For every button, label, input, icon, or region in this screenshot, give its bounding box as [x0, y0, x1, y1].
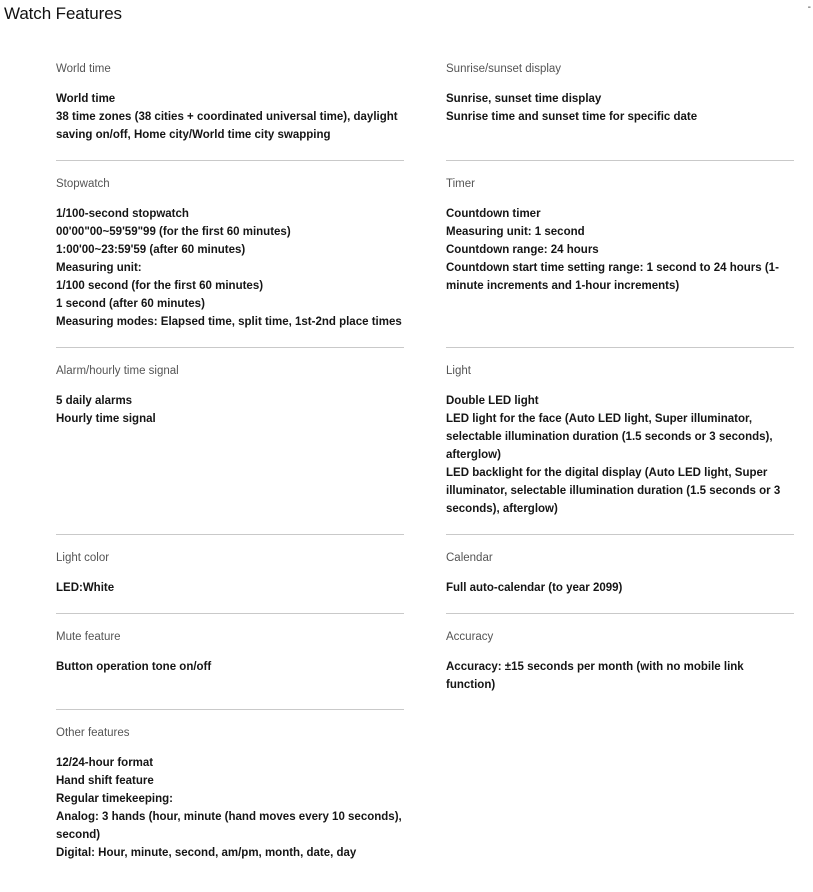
corner-mark: -: [807, 2, 811, 13]
feature-calendar: [446, 549, 794, 614]
feature-sunrise-sunset: [446, 60, 794, 161]
feature-title: Calendar: [446, 552, 493, 564]
feature-line: 1:00'00~23:59'59 (after 60 minutes): [56, 244, 246, 256]
feature-line: 1/100-second stopwatch: [56, 208, 189, 220]
feature-line: 12/24-hour format: [56, 757, 154, 769]
feature-line: Hand shift feature: [56, 775, 154, 787]
feature-light-color: [56, 549, 404, 614]
feature-line: Countdown start time setting range: 1 second to 24 hours (1-minute increments and 1-hour increments): [446, 262, 779, 292]
page-title: Watch Features: [4, 4, 122, 23]
feature-title: Stopwatch: [56, 178, 110, 190]
feature-line: Button operation tone on/off: [56, 661, 212, 673]
feature-line: 1/100 second (for the first 60 minutes): [56, 280, 264, 292]
feature-line: LED backlight for the digital display (Auto LED light, Super illuminator, selectable illumination duration (1.5 seconds or 3 seconds), afterglow): [446, 467, 781, 515]
feature-line: Measuring modes: Elapsed time, split time, 1st-2nd place times: [56, 316, 402, 328]
feature-title: Timer: [446, 178, 475, 190]
feature-line: Measuring unit:: [56, 262, 142, 274]
feature-line: Digital: Hour, minute, second, am/pm, month, date, day: [56, 847, 357, 859]
feature-title: Alarm/hourly time signal: [56, 365, 179, 377]
feature-title: Light color: [56, 552, 110, 564]
feature-line: Accuracy: ±15 seconds per month (with no mobile link function): [446, 661, 744, 691]
feature-line: World time: [56, 93, 116, 105]
feature-line: Countdown range: 24 hours: [446, 244, 599, 256]
feature-line: Sunrise, sunset time display: [446, 93, 602, 105]
feature-line: Regular timekeeping:: [56, 793, 173, 805]
feature-line: LED:White: [56, 582, 115, 594]
feature-line: Double LED light: [446, 395, 539, 407]
feature-other: [56, 724, 404, 878]
feature-title: World time: [56, 63, 111, 75]
feature-line: 1 second (after 60 minutes): [56, 298, 205, 310]
feature-empty-cell: [446, 724, 794, 878]
feature-title: Light: [446, 365, 471, 377]
feature-line: Full auto-calendar (to year 2099): [446, 582, 623, 594]
feature-light: [446, 362, 794, 535]
feature-title: Sunrise/sunset display: [446, 63, 562, 75]
feature-line: 38 time zones (38 cities + coordinated universal time), daylight saving on/off, Home city/World time city swapping: [56, 111, 398, 141]
feature-line: Measuring unit: 1 second: [446, 226, 585, 238]
feature-timer: [446, 175, 794, 348]
feature-line: Hourly time signal: [56, 413, 156, 425]
feature-line: Analog: 3 hands (hour, minute (hand moves every 10 seconds), second): [56, 811, 402, 841]
feature-title: Other features: [56, 727, 130, 739]
feature-line: LED light for the face (Auto LED light, Super illuminator, selectable illumination duration (1.5 seconds or 3 seconds), afterglow): [446, 413, 773, 461]
feature-accuracy: [446, 628, 794, 710]
feature-line: 00'00"00~59'59"99 (for the first 60 minutes): [56, 226, 291, 238]
feature-title: Accuracy: [446, 631, 494, 643]
feature-line: Sunrise time and sunset time for specific date: [446, 111, 698, 123]
feature-stopwatch: [56, 175, 404, 348]
feature-world-time: [56, 60, 404, 161]
feature-line: Countdown timer: [446, 208, 541, 220]
feature-alarm: [56, 362, 404, 535]
feature-line: 5 daily alarms: [56, 395, 133, 407]
features-grid: [56, 60, 794, 892]
feature-title: Mute feature: [56, 631, 121, 643]
feature-mute: [56, 628, 404, 710]
